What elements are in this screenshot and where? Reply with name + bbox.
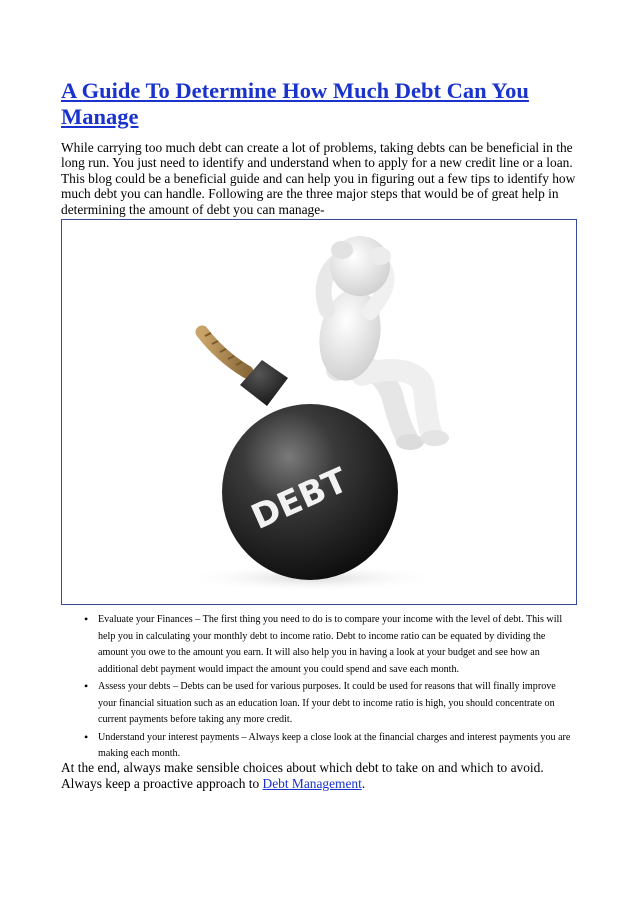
title-link[interactable]: A Guide To Determine How Much Debt Can You Manage [61,78,529,129]
intro-paragraph: While carrying too much debt can create a lot of problems, taking debts can be beneficial in the long run. You just need to identify and understand when to apply for a new credit line or a loan. This blog could be a beneficial guide and can help you in figuring out a few tips to identify how much debt you can handle. Following are the three major steps that would be of great help in determining the amount of debt you can manage- [61,140,576,217]
list-item-text: Assess your debts – Debts can be used for various purposes. It could be used for reasons that will finally improve your financial situation such as an education loan. If your debt to income ratio is high, you should concentrate on current payments before taking any more credit. [98,681,556,725]
page-title [61,78,581,130]
list-item-text: Understand your interest payments – Always keep a close look at the financial charges and interest payments you are making each month. [98,731,571,759]
conclusion-text: At the end, always make sensible choices about which debt to take on and which to avoid. Always keep a proactive approach to [61,760,544,791]
debt-bomb-illustration [61,219,577,605]
bullet-icon: • [84,612,89,626]
list-item [61,730,576,763]
fuse-rope [202,332,247,372]
list-item-text: Evaluate your Finances – The first thing you need to do is to compare your income with the level of debt. This will help you in calculating your monthly debt to income ratio. Debt to income ratio can be equated by dividing the amount you owe to the amount you earn. It will also help you in having a look at your budget and see how an additional debt payment would impact the amount you could spend and save each month. [98,614,563,675]
conclusion-paragraph [61,760,576,792]
list-item [61,612,576,678]
debt-bomb-image [62,220,578,606]
bullet-icon: • [84,679,89,693]
conclusion-end: . [361,776,366,791]
debt-management-link[interactable]: Debt Management [262,776,362,791]
steps-list [61,612,576,764]
bullet-icon: • [84,729,89,744]
list-item [61,679,576,729]
debt-label: DEBT [245,460,354,538]
